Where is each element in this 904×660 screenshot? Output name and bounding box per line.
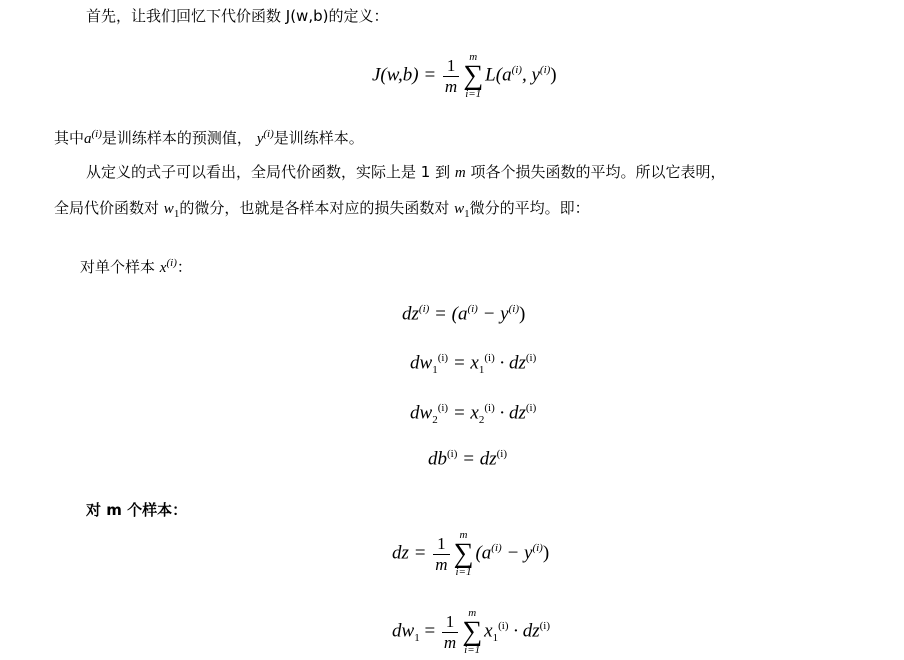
dzm-sum-bot: i=1 (455, 566, 472, 578)
dw1-dot-dz: · dz (494, 352, 526, 374)
single-label-text: 对单个样本 (80, 258, 156, 276)
dw1-sup-dz: (i) (525, 352, 537, 364)
dw1-sup: (i) (437, 352, 449, 364)
dw2-sup-dz: (i) (525, 402, 537, 414)
cost-loss-a: L(a (485, 64, 512, 86)
dzm-body: (a (475, 542, 492, 564)
equation-dz-m (392, 530, 549, 578)
dwm-summation (462, 608, 482, 656)
dzm-fraction (433, 534, 449, 575)
db-lhs: db (428, 448, 447, 470)
dw1-sub-x: 1 (478, 364, 485, 377)
var-w2-sub: 1 (464, 208, 470, 220)
dw1-eq-x: = x (448, 352, 479, 374)
cost-function-formula (372, 52, 557, 100)
dzm-sup-a: (i) (491, 542, 502, 555)
para-line1-rest: 项各个损失函数的平均。所以它表明， (470, 163, 726, 181)
var-w: w (163, 201, 174, 217)
sigma-symbol: ∑ (463, 60, 484, 91)
cost-fraction (443, 56, 459, 97)
dw1-sup-x: (i) (484, 352, 495, 364)
m-samples-label (86, 500, 187, 520)
dzm-sup-y: (i) (532, 542, 543, 555)
dz-lhs: dz (402, 303, 419, 325)
dwm-lhs: dw (392, 620, 415, 642)
dz-rhs-a: = (a (429, 303, 468, 325)
dzm-summation (454, 530, 474, 578)
dz-sup: (i) (418, 303, 430, 315)
dz-sup-y: (i) (508, 303, 519, 315)
dwm-sum-bot: i=1 (464, 644, 481, 656)
dzm-minus-y: − y (501, 542, 533, 564)
equation-dw-m (392, 608, 550, 656)
m-samples-text: 对 m 个样本： (86, 501, 188, 519)
definition-line (54, 124, 364, 149)
dzm-close: ) (542, 542, 550, 564)
para-line1-text: 从定义的式子可以看出，全局代价函数，实际上是 1 到 (86, 163, 451, 181)
dwm-x: x (484, 620, 493, 642)
intro-text (86, 6, 388, 26)
para-line2-b: 的微分，也就是各样本对应的损失函数对 (179, 199, 450, 217)
cost-lhs: J(w,b) = (372, 64, 437, 86)
where-prefix: 其中 (54, 129, 85, 147)
cost-sup-i: (i) (511, 64, 522, 77)
cost-frac-num: 1 (443, 56, 459, 77)
dwm-sum-top: m (468, 607, 477, 619)
dw1-sub: 1 (432, 364, 438, 377)
dwm-frac-den: m (443, 632, 457, 652)
var-a-sup: (i) (91, 128, 102, 140)
dzm-frac-den: m (435, 554, 448, 574)
var-x-sup: (i) (166, 257, 177, 269)
dwm-eq: = (419, 620, 436, 642)
sum-upper-limit: m (469, 51, 478, 63)
dwm-sup-dz: (i) (539, 620, 551, 633)
dw2-sup-x: (i) (484, 402, 495, 414)
dzm-lhs: dz = (392, 542, 427, 564)
where-mid: 是训练样本的预测值， (101, 129, 252, 147)
equation-dw2 (410, 396, 536, 432)
cost-y: , y (521, 64, 540, 86)
dz-close: ) (519, 303, 526, 325)
equation-dz (402, 297, 525, 326)
cost-summation (463, 52, 483, 100)
equation-db (428, 442, 507, 471)
para-line2-a: 全局代价函数对 (54, 199, 160, 217)
dz-sup-a: (i) (467, 303, 478, 315)
var-w-sub: 1 (173, 208, 180, 220)
paragraph-line-1 (86, 162, 726, 183)
equation-dw1 (410, 346, 536, 382)
cost-close: ) (550, 64, 557, 86)
single-sample-label (80, 253, 192, 278)
var-x: x (159, 260, 167, 276)
dw2-sub-x: 2 (478, 414, 485, 427)
dzm-sum-top: m (459, 529, 468, 541)
cost-frac-den: m (444, 76, 458, 96)
dwm-sub: 1 (414, 632, 420, 645)
db-sup: (i) (447, 448, 458, 460)
db-sup-dz: (i) (496, 448, 507, 460)
var-w2: w (454, 201, 465, 217)
dw2-dot-dz: · dz (494, 402, 526, 424)
where-suffix: 是训练样本。 (273, 129, 364, 147)
dwm-sup-x: (i) (498, 620, 509, 633)
single-colon: ： (176, 258, 192, 276)
dw1-lhs: dw (410, 352, 433, 374)
var-a: a (84, 131, 92, 147)
dwm-frac-num: 1 (442, 612, 458, 633)
cost-sup-i-2: (i) (539, 64, 551, 77)
dz-minus-y: − y (477, 303, 509, 325)
para-line2-c: 微分的平均。即： (469, 199, 590, 217)
var-m: m (454, 165, 466, 181)
dw2-eq-x: = x (448, 402, 479, 424)
var-y: y (256, 131, 264, 147)
dzm-sigma: ∑ (453, 538, 474, 569)
dwm-fraction (442, 612, 458, 653)
dwm-sub-x: 1 (492, 632, 499, 645)
sum-lower-limit: i=1 (465, 88, 482, 100)
db-eq-dz: = dz (457, 448, 497, 470)
dwm-sigma: ∑ (462, 616, 483, 647)
dw2-sup: (i) (437, 402, 449, 414)
var-y-sup: (i) (263, 128, 274, 140)
paragraph-line-2 (54, 198, 590, 224)
dw2-sub: 2 (432, 414, 438, 427)
dzm-frac-num: 1 (433, 534, 449, 555)
dw2-lhs: dw (410, 402, 433, 424)
intro-sentence: 首先，让我们回忆下代价函数 J(w,b)的定义： (86, 7, 389, 25)
dwm-dot-dz: · dz (508, 620, 540, 642)
